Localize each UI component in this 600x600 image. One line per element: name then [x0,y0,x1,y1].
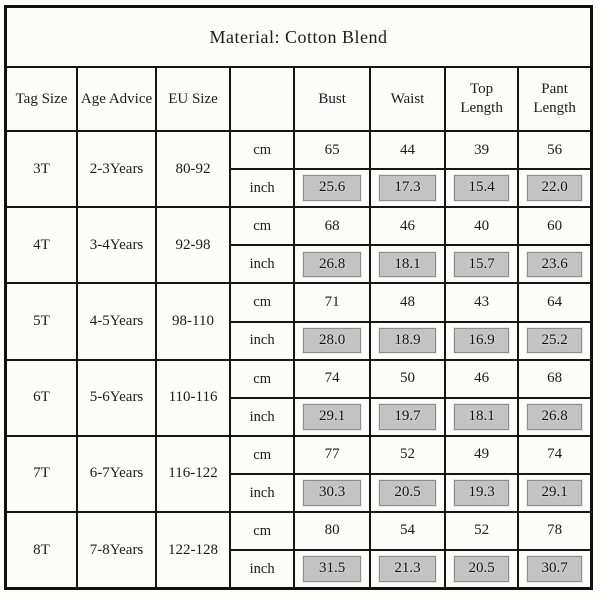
age-advice-cell: 4-5Years [77,283,156,359]
pant-length-cm-value: 68 [518,360,591,398]
unit-inch-label: inch [230,322,294,360]
unit-inch-label: inch [230,550,294,589]
unit-cm-label: cm [230,360,294,398]
tag-size-cell: 4T [6,207,77,283]
bust-inch-value: 30.3 [303,480,361,506]
waist-inch-cell [370,398,445,436]
bust-inch-cell [294,245,370,283]
bust-inch-cell [294,474,370,512]
waist-inch-value: 18.9 [379,328,436,354]
material-row [6,7,592,68]
age-advice-cell: 2-3Years [77,131,156,207]
size-row-3t-cm [6,131,592,169]
unit-cm-label: cm [230,207,294,245]
unit-inch-label: inch [230,245,294,283]
waist-inch-value: 21.3 [379,556,436,582]
col-header-unit [230,67,294,131]
pant-length-cm-value: 56 [518,131,591,169]
top-length-inch-value: 15.4 [454,175,509,201]
top-length-inch-cell [445,398,518,436]
top-length-inch-value: 19.3 [454,480,509,506]
pant-length-cm-value: 60 [518,207,591,245]
top-length-inch-cell [445,322,518,360]
eu-size-cell: 80-92 [156,131,230,207]
unit-cm-label: cm [230,131,294,169]
tag-size-cell: 8T [6,512,77,589]
material-title: Material: Cotton Blend [6,7,592,68]
bust-inch-cell [294,322,370,360]
pant-length-inch-cell [518,245,591,283]
tag-size-cell: 5T [6,283,77,359]
waist-cm-value: 44 [370,131,445,169]
pant-length-cm-value: 78 [518,512,591,550]
waist-cm-value: 46 [370,207,445,245]
column-header-row [6,67,592,131]
tag-size-cell: 7T [6,436,77,512]
waist-inch-cell [370,245,445,283]
col-header-tag-size: Tag Size [6,67,77,131]
waist-inch-value: 17.3 [379,175,436,201]
eu-size-cell: 116-122 [156,436,230,512]
top-length-cm-value: 43 [445,283,518,321]
pant-length-inch-cell [518,550,591,589]
eu-size-cell: 92-98 [156,207,230,283]
unit-cm-label: cm [230,512,294,550]
bust-inch-value: 29.1 [303,404,361,430]
eu-size-cell: 110-116 [156,360,230,436]
age-advice-cell: 5-6Years [77,360,156,436]
bust-inch-cell [294,398,370,436]
waist-cm-value: 52 [370,436,445,474]
pant-length-inch-cell [518,398,591,436]
col-header-pant-length: Pant Length [518,67,591,131]
bust-inch-value: 31.5 [303,556,361,582]
size-row-6t-cm [6,360,592,398]
pant-length-cm-value: 74 [518,436,591,474]
size-row-7t-cm [6,436,592,474]
waist-cm-value: 48 [370,283,445,321]
size-row-5t-cm [6,283,592,321]
pant-length-inch-value: 30.7 [527,556,582,582]
bust-inch-value: 26.8 [303,252,361,278]
pant-length-inch-cell [518,169,591,207]
top-length-inch-cell [445,169,518,207]
bust-cm-value: 68 [294,207,370,245]
top-length-cm-value: 46 [445,360,518,398]
eu-size-cell: 98-110 [156,283,230,359]
bust-inch-value: 28.0 [303,328,361,354]
pant-length-cm-value: 64 [518,283,591,321]
col-header-eu-size: EU Size [156,67,230,131]
bust-cm-value: 65 [294,131,370,169]
age-advice-cell: 6-7Years [77,436,156,512]
unit-inch-label: inch [230,398,294,436]
col-header-waist: Waist [370,67,445,131]
unit-inch-label: inch [230,169,294,207]
top-length-inch-value: 18.1 [454,404,509,430]
top-length-inch-value: 16.9 [454,328,509,354]
waist-inch-cell [370,169,445,207]
bust-cm-value: 74 [294,360,370,398]
bust-cm-value: 71 [294,283,370,321]
top-length-cm-value: 39 [445,131,518,169]
bust-inch-cell [294,550,370,589]
age-advice-cell: 7-8Years [77,512,156,589]
top-length-inch-value: 20.5 [454,556,509,582]
waist-inch-cell [370,322,445,360]
tag-size-cell: 6T [6,360,77,436]
top-length-cm-value: 52 [445,512,518,550]
col-header-age-advice: Age Advice [77,67,156,131]
pant-length-inch-value: 29.1 [527,480,582,506]
unit-cm-label: cm [230,436,294,474]
eu-size-cell: 122-128 [156,512,230,589]
bust-inch-value: 25.6 [303,175,361,201]
waist-cm-value: 54 [370,512,445,550]
pant-length-inch-cell [518,474,591,512]
top-length-cm-value: 40 [445,207,518,245]
waist-inch-value: 20.5 [379,480,436,506]
size-chart-sheet [4,5,593,590]
pant-length-inch-cell [518,322,591,360]
waist-inch-cell [370,550,445,589]
bust-cm-value: 77 [294,436,370,474]
top-length-cm-value: 49 [445,436,518,474]
pant-length-inch-value: 26.8 [527,404,582,430]
top-length-inch-value: 15.7 [454,252,509,278]
top-length-inch-cell [445,550,518,589]
unit-cm-label: cm [230,283,294,321]
waist-cm-value: 50 [370,360,445,398]
pant-length-inch-value: 22.0 [527,175,582,201]
bust-inch-cell [294,169,370,207]
top-length-inch-cell [445,245,518,283]
waist-inch-value: 18.1 [379,252,436,278]
unit-inch-label: inch [230,474,294,512]
top-length-inch-cell [445,474,518,512]
tag-size-cell: 3T [6,131,77,207]
waist-inch-value: 19.7 [379,404,436,430]
col-header-top-length: Top Length [445,67,518,131]
bust-cm-value: 80 [294,512,370,550]
pant-length-inch-value: 23.6 [527,252,582,278]
pant-length-inch-value: 25.2 [527,328,582,354]
waist-inch-cell [370,474,445,512]
size-row-4t-cm [6,207,592,245]
size-row-8t-cm [6,512,592,550]
age-advice-cell: 3-4Years [77,207,156,283]
size-chart-table [4,5,593,590]
col-header-bust: Bust [294,67,370,131]
